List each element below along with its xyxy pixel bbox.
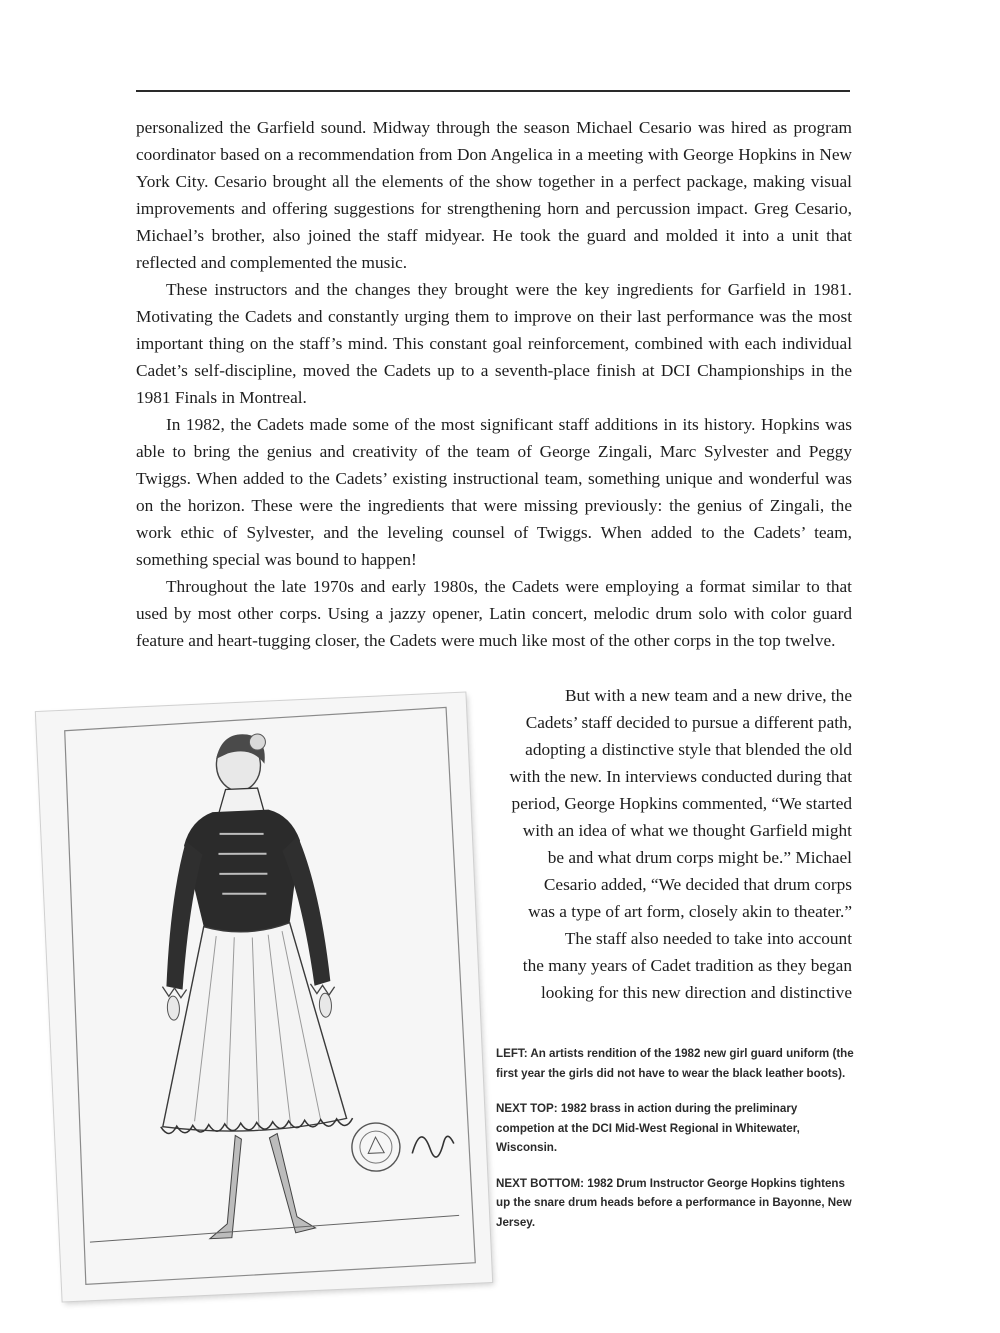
text-line: The staff also needed to take into account [564, 929, 852, 948]
text-line: Cadets’ staff decided to pursue a different path, [525, 713, 852, 732]
text-line: the many years of Cadet tradition as they began [522, 956, 852, 975]
text-line: period, George Hopkins commented, “We started [511, 794, 852, 813]
uniform-sketch-drawing [36, 693, 492, 1302]
text-line: adopting a distinctive style that blended the old [525, 740, 852, 759]
paragraph: personalized the Garfield sound. Midway through the season Michael Cesario was hired as program coordinator based on a recommendation from Don Angelica in a meeting with George Hopkins in New York City. Cesario brought all the elements of the show together in a perfect package, making visual improvements and offering suggestions for strengthening horn and percussion impact. Greg Cesario, Michael’s brother, also joined the staff midyear. He took the guard and molded it into a unit that reflected and complemented the music. [136, 118, 852, 272]
paragraph: These instructors and the changes they brought were the key ingredients for Garfield in 1981. Motivating the Cadets and constantly urging them to improve on their last performance was the most important thing on the staff’s mind. This constant goal reinforcement, combined with each individual Cadet’s self-discipline, moved the Cadets up to a seventh-place finish at DCI Championships in the 1981 Finals in Montreal. [136, 280, 852, 407]
text-line: But with a new team and a new drive, the [565, 686, 852, 705]
photo-captions [496, 1044, 856, 1248]
paragraph: Throughout the late 1970s and early 1980s, the Cadets were employing a format similar to that used by most other corps. Using a jazzy opener, Latin concert, melodic drum solo with color guard feature and heart-tugging closer, the Cadets were much like most of the other corps in the top twelve. [136, 577, 852, 650]
text-line: looking for this new direction and distinctive [540, 983, 852, 1002]
paragraph: In 1982, the Cadets made some of the most significant staff additions in its history. Hopkins was able to bring the genius and creativity of the team of George Zingali, Marc Sylvester and Peggy Twiggs. When added to the Cadets’ existing instructional team, something unique and wonderful was on the horizon. These were the ingredients that were missing previously: the genius of Zingali, the work ethic of Sylvester, and the leveling counsel of Twiggs. When added to the Cadets’ team, something special was bound to happen! [136, 415, 852, 569]
text-line: be and what drum corps might be.” Michael [547, 848, 852, 867]
text-line: was a type of art form, closely akin to theater.” [528, 902, 852, 921]
caption-next-top: NEXT TOP: 1982 brass in action during the preliminary competion at the DCI Mid-West Regional in Whitewater, Wisconsin. [496, 1102, 800, 1154]
caption-next-bottom: NEXT BOTTOM: 1982 Drum Instructor George Hopkins tightens up the snare drum heads before a performance in Bayonne, New Jersey. [496, 1176, 852, 1229]
body-text [136, 114, 852, 654]
wrapped-column-text [466, 682, 852, 1012]
text-line: with an idea of what we thought Garfield might [522, 821, 852, 840]
text-line: Cesario added, “We decided that drum corps [543, 875, 852, 894]
uniform-sketch-image [36, 693, 492, 1302]
text-line: with the new. In interviews conducted during that [509, 767, 852, 786]
top-rule [136, 90, 850, 92]
caption-left: LEFT: An artists rendition of the 1982 new girl guard uniform (the first year the girls did not have to wear the black leather boots). [496, 1047, 854, 1080]
